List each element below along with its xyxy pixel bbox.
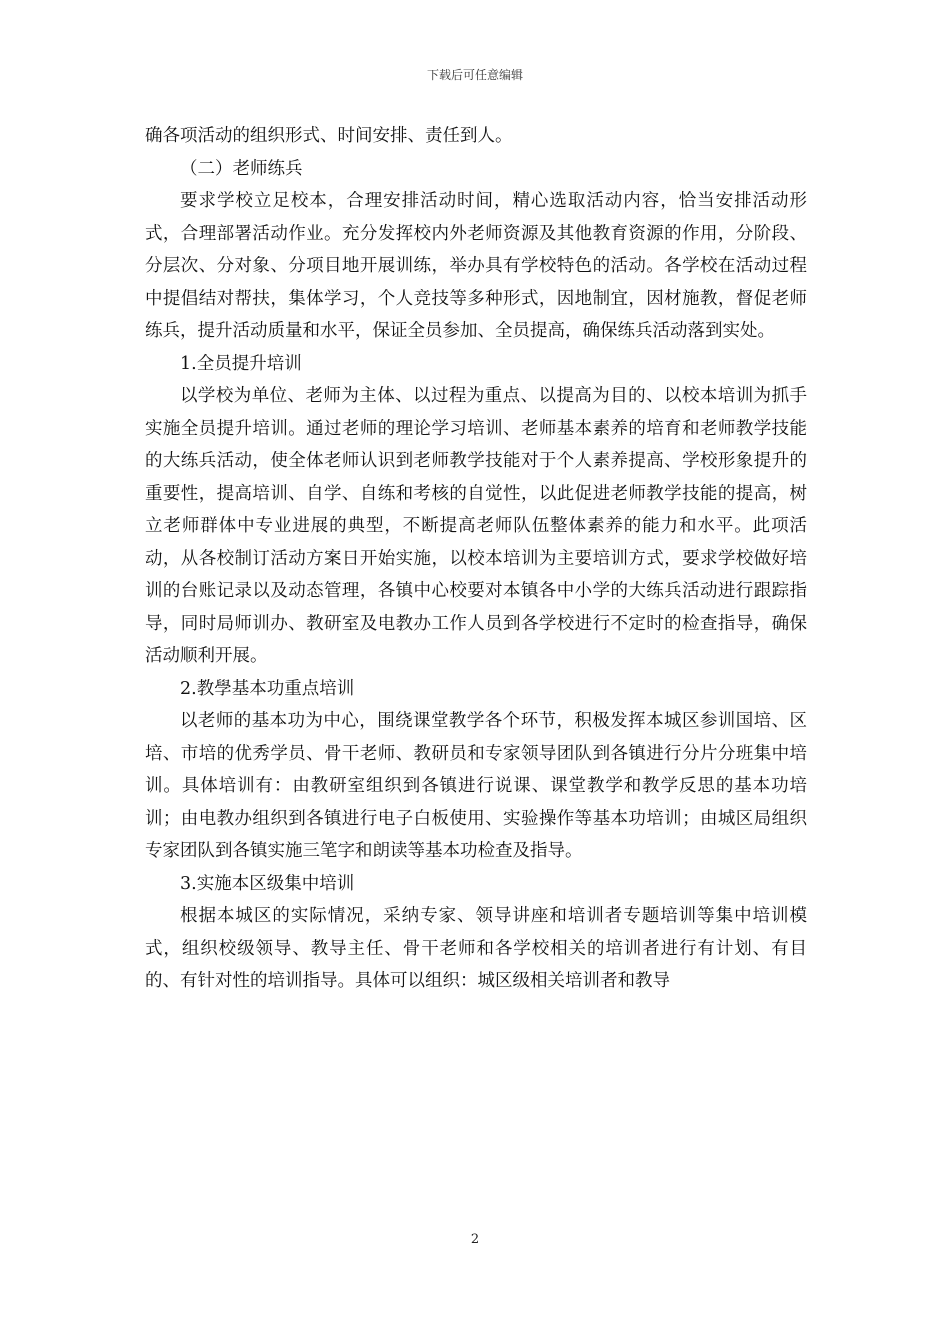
page-number: 2: [470, 1232, 480, 1247]
subsection-heading-3: 3.实施本区级集中培训: [180, 873, 355, 894]
subsection-heading-2: 2.教學基本功重点培训: [180, 678, 355, 699]
paragraph-continuation: 确各项活动的组织形式、时间安排、责任到人。: [145, 126, 513, 146]
paragraph-body: 根据本城区的实际情况，采纳专家、领导讲座和培训者专题培训等集中培训模式，组织校级领导、教导主任、骨干老师和各学校相关的培训者进行有计划、有目的、有针对性的培训指导。具体可以组织：城区级相关培训者和教导: [145, 906, 807, 991]
section-heading-teacher-training: （二）老师练兵: [180, 158, 303, 179]
paragraph-body: 以学校为单位、老师为主体、以过程为重点、以提高为目的、以校本培训为抓手实施全员提升培训。通过老师的理论学习培训、老师基本素养的培育和老师教学技能的大练兵活动，使全体老师认识到老师教学技能对于个人素养提高、学校形象提升的重要性，提高培训、自学、自练和考核的自觉性，以此促进老师教学技能的提高，树立老师群体中专业进展的典型，不断提高老师队伍整体素养的能力和水平。此项活动，从各校制订活动方案日开始实施，以校本培训为主要培训方式，要求学校做好培训的台账记录以及动态管理，各镇中心校要对本镇各中小学的大练兵活动进行跟踪指导，同时局师训办、教研室及电教办工作人员到各学校进行不定时的检查指导，确保活动顺利开展。: [145, 386, 807, 666]
paragraph-body: 以老师的基本功为中心，围绕课堂教学各个环节，积极发挥本城区参训国培、区培、市培的优秀学员、骨干老师、教研员和专家领导团队到各镇进行分片分班集中培训。具体培训有：由教研室组织到各镇进行说课、课堂教学和教学反思的基本功培训；由电教办组织到各镇进行电子白板使用、实验操作等基本功培训；由城区局组织专家团队到各镇实施三笔字和朗读等基本功检查及指导。: [145, 711, 807, 861]
document-body: [145, 120, 807, 998]
subsection-heading-1: 1.全员提升培训: [180, 353, 302, 374]
page-header: 下载后可任意编辑: [426, 68, 523, 82]
paragraph-body: 要求学校立足校本，合理安排活动时间，精心选取活动内容，恰当安排活动形式，合理部署活动作业。充分发挥校内外老师资源及其他教育资源的作用，分阶段、分层次、分对象、分项目地开展训练，举办具有学校特色的活动。各学校在活动过程中提倡结对帮扶，集体学习，个人竞技等多种形式，因地制宜，因材施教，督促老师练兵，提升活动质量和水平，保证全员参加、全员提高，确保练兵活动落到实处。: [145, 191, 807, 341]
